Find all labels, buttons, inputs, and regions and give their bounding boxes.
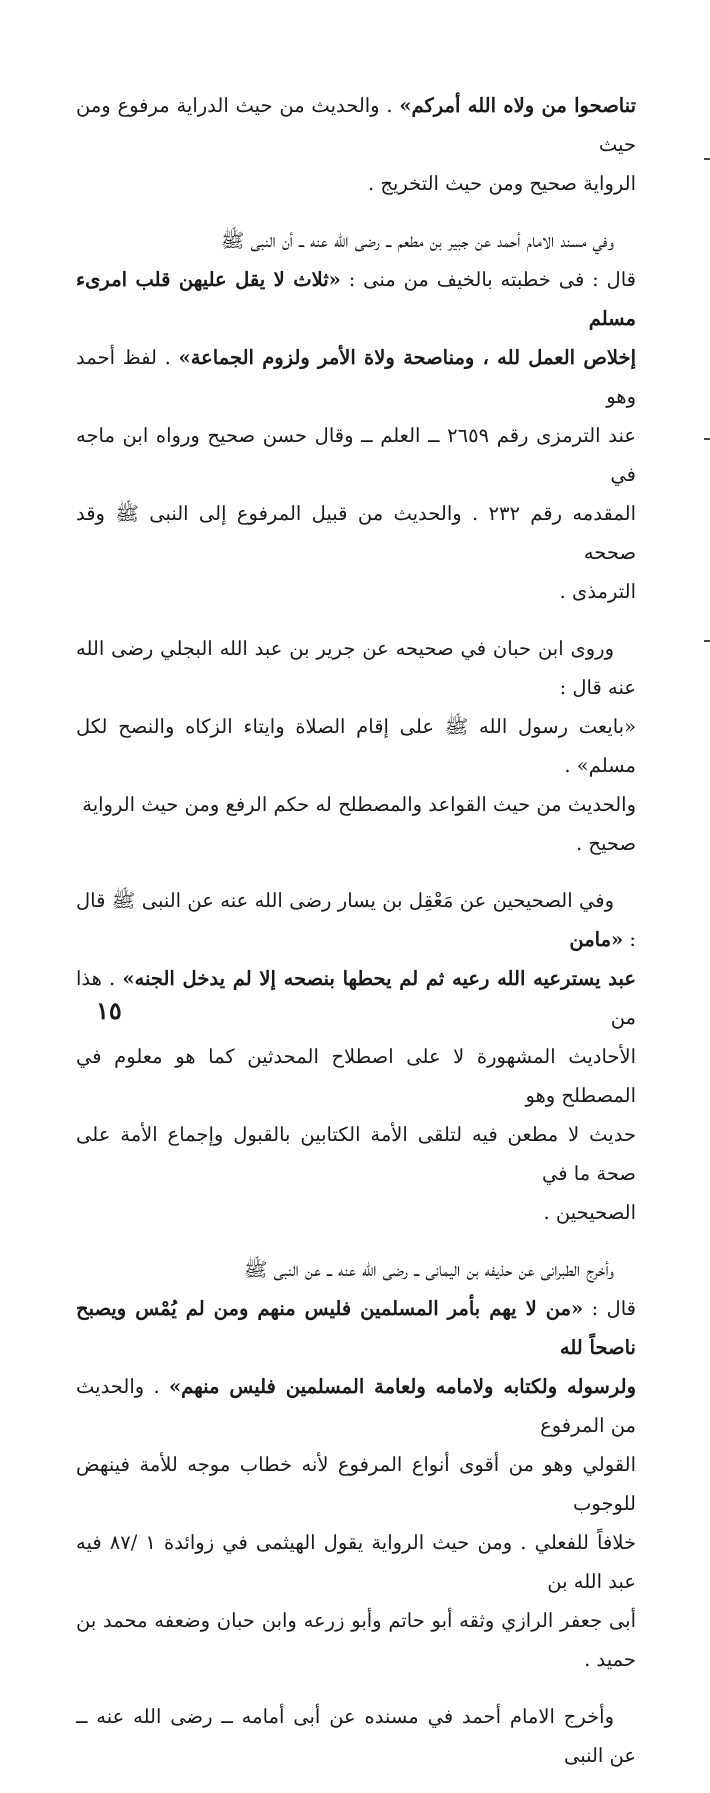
text-line — [76, 338, 636, 416]
text-segment: «بايعت رسول الله ﷺ على إقام الصلاة وايتاء الزكاه والنصح لكل مسلم» . — [76, 715, 636, 777]
text-segment: حديث لا مطعن فيه لتلقى الأمة الكتابين بالقبول وإجماع الأمة على صحة ما في — [76, 1123, 636, 1185]
hadith-quote: «ثلاث لا يقل عليهن قلب امرىء مسلم — [76, 268, 636, 330]
text-line — [76, 86, 636, 164]
paragraph — [76, 629, 636, 863]
text-segment: المقدمه رقم ٢٣٢ . والحديث من قبيل المرفوع إلى النبى ﷺ وقد صححه — [76, 502, 636, 564]
text-segment: الترمذى . — [559, 580, 636, 603]
text-line — [76, 260, 636, 338]
paragraph — [76, 86, 636, 203]
text-line — [76, 1115, 636, 1193]
text-segment: الأحاديث المشهورة لا على اصطلاح المحدثين كما هو معلوم في المصطلح وهو — [76, 1045, 636, 1107]
text-line — [76, 1250, 636, 1289]
text-line — [76, 1697, 636, 1775]
paragraph — [76, 1697, 636, 1775]
text-segment: وفي مسند الامام أحمد عن جبير بن مطعم ــ رضى الله عنه ــ أن النبى ﷺ — [220, 229, 614, 252]
page-body — [76, 86, 636, 1793]
text-segment: . والحديث من المرفوع — [76, 1375, 636, 1437]
text-segment: والحديث من حيث القواعد والمصطلح له حكم الرفع ومن حيث الرواية — [82, 793, 636, 816]
text-line — [76, 1601, 636, 1679]
text-line — [76, 1445, 636, 1523]
text-segment: وفي الصحيحين عن مَعْقِل بن يسار رضى الله عنه عن النبى ﷺ قال : — [76, 889, 636, 951]
text-segment: وأخرج الطبرانى عن حذيفه بن اليمانى ــ رضى الله عنه ــ عن النبى ﷺ — [243, 1258, 614, 1281]
text-line — [76, 221, 636, 260]
hadith-quote: ولرسوله ولكتابه ولامامه ولعامة المسلمين فليس منهم» — [168, 1375, 636, 1398]
hadith-quote: عبد يسترعيه الله رعيه ثم لم يحطها بنصحه إلا لم يدخل الجنه» — [122, 967, 636, 990]
text-line — [76, 1523, 636, 1601]
text-line — [76, 1367, 636, 1445]
hadith-quote: تناصحوا من ولاه الله أمركم» — [399, 94, 637, 117]
text-segment: . هذا من — [76, 967, 636, 1029]
text-line — [76, 629, 636, 707]
text-line — [76, 1289, 636, 1367]
text-segment: الصحيحين . — [543, 1201, 636, 1224]
text-segment: خلافاً للفعلي . ومن حيث الرواية يقول الهيثمى في زوائدة ١ /٨٧ فيه عبد الله بن — [76, 1531, 637, 1593]
page-edge-mark — [704, 640, 710, 642]
text-segment: أبى جعفر الرازي وثقه أبو حاتم وأبو زرعه وابن حبان وضعفه محمد بن حميد . — [76, 1609, 636, 1671]
text-segment: قال : — [583, 1297, 636, 1320]
text-line — [76, 785, 636, 824]
page-edge-mark — [704, 158, 710, 160]
hadith-quote: «من لا يهم بأمر المسلمين فليس منهم ومن لم يُمْس ويصبح ناصحاً لله — [76, 1297, 636, 1359]
text-line — [76, 494, 636, 572]
paragraph — [76, 881, 636, 1232]
text-line — [76, 572, 636, 611]
paragraph — [76, 1250, 636, 1679]
text-segment: الرواية صحيح ومن حيث التخريج . — [367, 172, 636, 195]
text-line — [76, 164, 636, 203]
paragraph — [76, 221, 636, 611]
text-segment: قال : فى خطبته بالخيف من منى : — [340, 268, 636, 291]
hadith-quote: «مامن — [569, 928, 624, 951]
text-segment: صحيح . — [575, 832, 636, 855]
page-edge-mark — [704, 438, 710, 440]
text-line — [76, 824, 636, 863]
hadith-quote: إخلاص العمل لله ، ومناصحة ولاة الأمر ولزوم الجماعة» — [178, 346, 637, 369]
text-segment: القولي وهو من أقوى أنواع المرفوع لأنه خطاب موجه للأمة فينهض للوجوب — [76, 1453, 636, 1515]
text-segment: . لفظ أحمد وهو — [76, 346, 636, 408]
text-segment: وأخرج الامام أحمد في مسنده عن أبى أمامه ــ رضى الله عنه ــ عن النبى — [76, 1705, 636, 1767]
page-number: ١٥ — [96, 996, 122, 1025]
text-line — [76, 707, 636, 785]
text-line — [76, 1037, 636, 1115]
text-line — [76, 416, 636, 494]
text-segment: وروى ابن حبان في صحيحه عن جرير بن عبد الله البجلي رضى الله عنه قال : — [76, 637, 636, 699]
text-segment: عند الترمزى رقم ٢٦٥٩ ــ العلم ــ وقال حسن صحيح ورواه ابن ماجه في — [76, 424, 636, 486]
text-line — [76, 881, 636, 959]
text-line — [76, 959, 636, 1037]
text-line — [76, 1193, 636, 1232]
text-segment: . والحديث من حيث الدراية مرفوع ومن حيث — [76, 94, 636, 156]
